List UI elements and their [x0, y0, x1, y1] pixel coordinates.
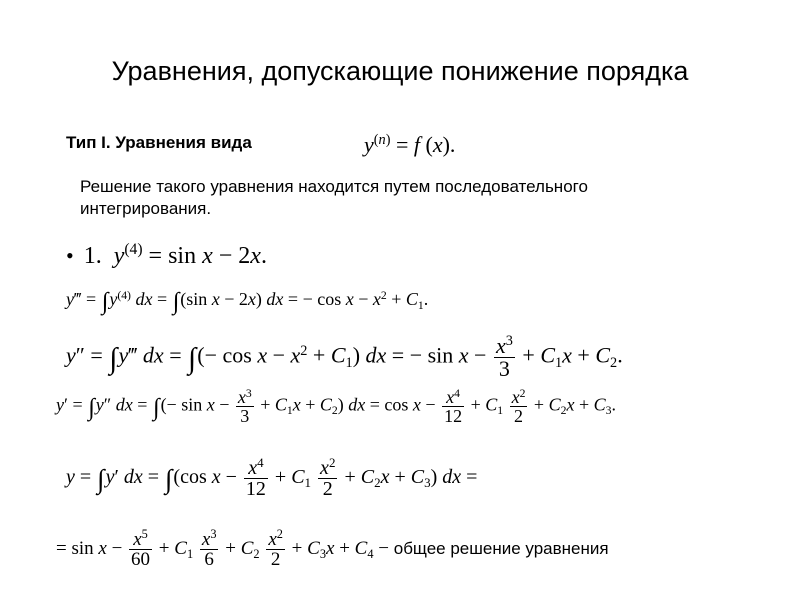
- bullet-icon: •: [66, 243, 74, 268]
- step-5-equation: = sin x − $\frac{x^5}{60}$ + $C_1$ $\frac{x^3}{6}$ + $C_2$ $\frac{x^2}{2}$ + $C_3x + C_4$ − общее решение уравнения: [56, 527, 609, 570]
- solution-paragraph: Решение такого уравнения находится путем последовательного интегрирования.: [80, 177, 588, 218]
- slide-title: Уравнения, допускающие понижение порядка: [111, 56, 689, 86]
- type-equation: $y^{(n)} = f$ (x).: [364, 132, 456, 157]
- step-3-equation: y′ = ∫y″ dx = ∫(− sin x − $\frac{x^3}{3}$ + $C_1x + C_2$) dx = cos x − $\frac{x^4}{12}$ + $C_1$ $\frac{x^2}{2}$ + $C_2x + C_3$.: [56, 386, 616, 426]
- step-4-equation: y = ∫y′ dx = ∫(cos x − $\frac{x^4}{12}$ + $C_1$ $\frac{x^2}{2}$ + $C_2x + C_3$) dx =: [66, 454, 478, 500]
- type-label: Тип I. Уравнения вида: [66, 133, 252, 152]
- step-2-equation: y″ = ∫y‴ dx = ∫(− $\cos x - x^2 + C_1$) dx = − sin x − $\frac{x^3}{3}$ + $C_1x + C_2$.: [66, 333, 623, 381]
- example-equation: • 1. $y^{(4)} = \sin x - 2x$.: [66, 241, 267, 269]
- general-solution-caption: общее решение уравнения: [393, 538, 609, 558]
- step-1-equation: y‴ = $\int y^{(4)}$ dx = ∫(sin x − 2x) dx = − $\cos x - x^2 + C_1$.: [66, 288, 429, 316]
